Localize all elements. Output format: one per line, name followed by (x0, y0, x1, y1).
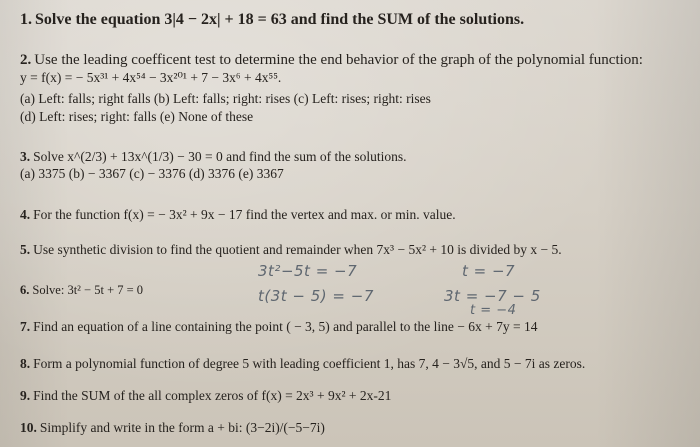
question-7 (20, 319, 537, 335)
handwritten-work-step-5: t = −4 (470, 303, 517, 318)
question-2-function: y = f(x) = − 5x³¹ + 4x⁵⁴ − 3x²⁰¹ + 7 − 3x⁶ + 4x⁵⁵. (20, 70, 282, 85)
question-number: 6. (20, 283, 30, 297)
question-8 (20, 356, 585, 372)
question-number: 8. (20, 356, 31, 371)
handwritten-work-step-4: 3t = −7 − 5 (444, 287, 541, 305)
question-number: 4. (20, 207, 31, 222)
question-5 (20, 242, 562, 258)
question-text: Find an equation of a line containing the point ( − 3, 5) and parallel to the line − 6x + 7y = 14 (33, 319, 538, 334)
question-text: Find the SUM of the all complex zeros of f(x) = 2x³ + 9x² + 2x-21 (33, 388, 392, 403)
question-text: For the function f(x) = − 3x² + 9x − 17 find the vertex and max. or min. value. (33, 207, 456, 222)
question-2 (20, 52, 643, 68)
question-6 (20, 282, 143, 298)
handwritten-work-step-2: t(3t − 5) = −7 (258, 287, 374, 305)
question-text: Use the leading coefficent test to determine the end behavior of the graph of the polynomial function: (34, 52, 643, 68)
question-text: Form a polynomial function of degree 5 with leading coefficient 1, has 7, 4 − 3√5, and 5 − 7i as zeros. (33, 356, 586, 371)
handwritten-work-step-3: t = −7 (462, 262, 516, 280)
question-3-options: (a) 3375 (b) − 3367 (c) − 3376 (d) 3376 (e) 3367 (20, 166, 284, 181)
question-number: 7. (20, 319, 31, 334)
question-2-options-1: (a) Left: falls; right falls (b) Left: falls; right: rises (c) Left: rises; right: rises (20, 91, 431, 106)
question-number: 2. (20, 52, 32, 68)
question-10 (20, 420, 325, 436)
question-text: Solve: 3t² − 5t + 7 = 0 (32, 283, 144, 297)
question-number: 5. (20, 242, 31, 257)
question-2-options-2: (d) Left: rises; right: falls (e) None of these (20, 109, 254, 124)
question-4 (20, 207, 456, 223)
question-number: 9. (20, 388, 31, 403)
question-number: 10. (20, 420, 37, 435)
question-9 (20, 388, 391, 404)
question-number: 3. (20, 149, 31, 164)
question-text: Use synthetic division to find the quotient and remainder when 7x³ − 5x² + 10 is divided by x − 5. (33, 242, 562, 257)
question-text: Solve the equation 3|4 − 2x| + 18 = 63 and find the SUM of the solutions. (35, 11, 525, 28)
question-3 (20, 149, 406, 165)
question-1 (20, 12, 524, 28)
question-text: Solve x^(2/3) + 13x^(1/3) − 30 = 0 and find the sum of the solutions. (33, 149, 407, 164)
question-text: Simplify and write in the form a + bi: (3−2i)/(−5−7i) (39, 420, 325, 435)
question-number: 1. (20, 11, 32, 28)
handwritten-work-step-1: 3t²−5t = −7 (258, 262, 358, 280)
